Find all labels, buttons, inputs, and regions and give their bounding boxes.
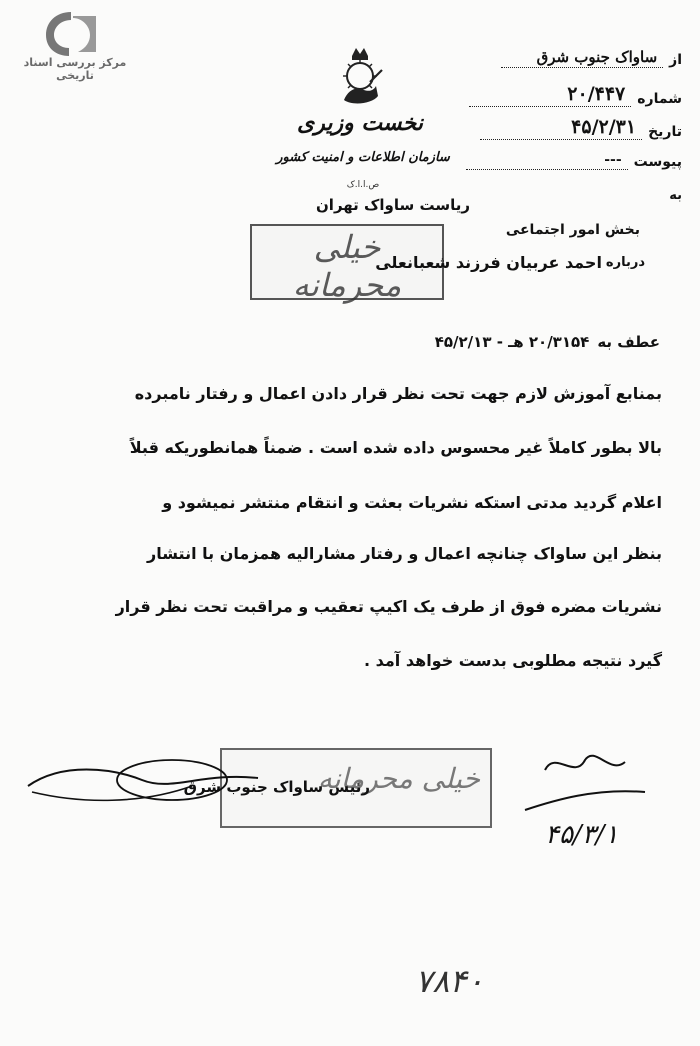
date-field [480, 116, 682, 140]
handwritten-date: ۴۵/۳/۱ [545, 820, 619, 850]
classification-stamp-bottom-text: خیلی محرمانه [317, 762, 480, 795]
reference-value: ۲۰/۳۱۵۴ هـ - ۴۵/۲/۱۳ [434, 333, 590, 351]
organization-code: ص.ا.ا.ک [346, 180, 380, 190]
archive-logo-icon [42, 8, 100, 60]
body-line: بالا بطور کاملاً غیر محسوس داده شده است . ضمناً همانطوریکه قبلاً [129, 438, 662, 457]
number-field [469, 83, 682, 107]
date-value: ۴۵/۲/۳۱ [480, 116, 642, 140]
reference-label: عطف به [597, 333, 660, 351]
handwritten-page-number: ۷۸۴۰ [415, 962, 484, 1000]
from-label: از [669, 52, 682, 68]
from-field [501, 48, 682, 68]
to-field [663, 188, 682, 203]
recipient-line-2: بخش امور اجتماعی [505, 222, 640, 238]
subject-value: احمد عربیان فرزند شعبانعلی [375, 253, 602, 272]
from-value: ساواک جنوب شرق [501, 48, 663, 68]
ministry-name: نخست وزیری [297, 110, 423, 136]
date-label: تاریخ [648, 124, 682, 140]
number-value: ۲۰/۴۴۷ [469, 83, 631, 107]
attachment-label: پیوست [633, 154, 682, 170]
organization-name: سازمان اطلاعات و امنیت کشور [276, 150, 450, 165]
body-line: بمنابع آموزش لازم جهت تحت نظر قرار دادن اعمال و رفتار نامبرده [134, 384, 662, 403]
body-line: گیرد نتیجه مطلوبی بدست خواهد آمد . [364, 651, 662, 670]
recipient-line-1: ریاست ساواک تهران [316, 196, 470, 214]
lion-and-sun-emblem-icon [330, 46, 390, 108]
number-label: شماره [637, 91, 682, 107]
attachment-value: --- [466, 152, 628, 170]
attachment-field [466, 152, 682, 170]
classification-stamp-top-text: خیلی محرمانه [292, 228, 402, 304]
body-line: اعلام گردید مدتی استکه نشریات بعثت و انتقام منتشر نمیشود و [162, 493, 662, 512]
signatory-title: رئیس ساواک جنوب شرق [183, 778, 370, 796]
subject-label: درباره [605, 255, 645, 270]
body-line: نشریات مضره فوق از طرف یک اکیپ تعقیب و مراقبت تحت نظر قرار [115, 597, 662, 616]
subject-row [375, 253, 645, 272]
reference-line [435, 333, 660, 351]
signature-scribble [22, 752, 262, 812]
watermark-text: مرکز بررسی اسناد تاریخی [23, 56, 127, 82]
to-label: به [669, 188, 682, 203]
body-line: بنظر این ساواک چنانچه اعمال و رفتار مشارالیه همزمان با انتشار [147, 544, 662, 563]
